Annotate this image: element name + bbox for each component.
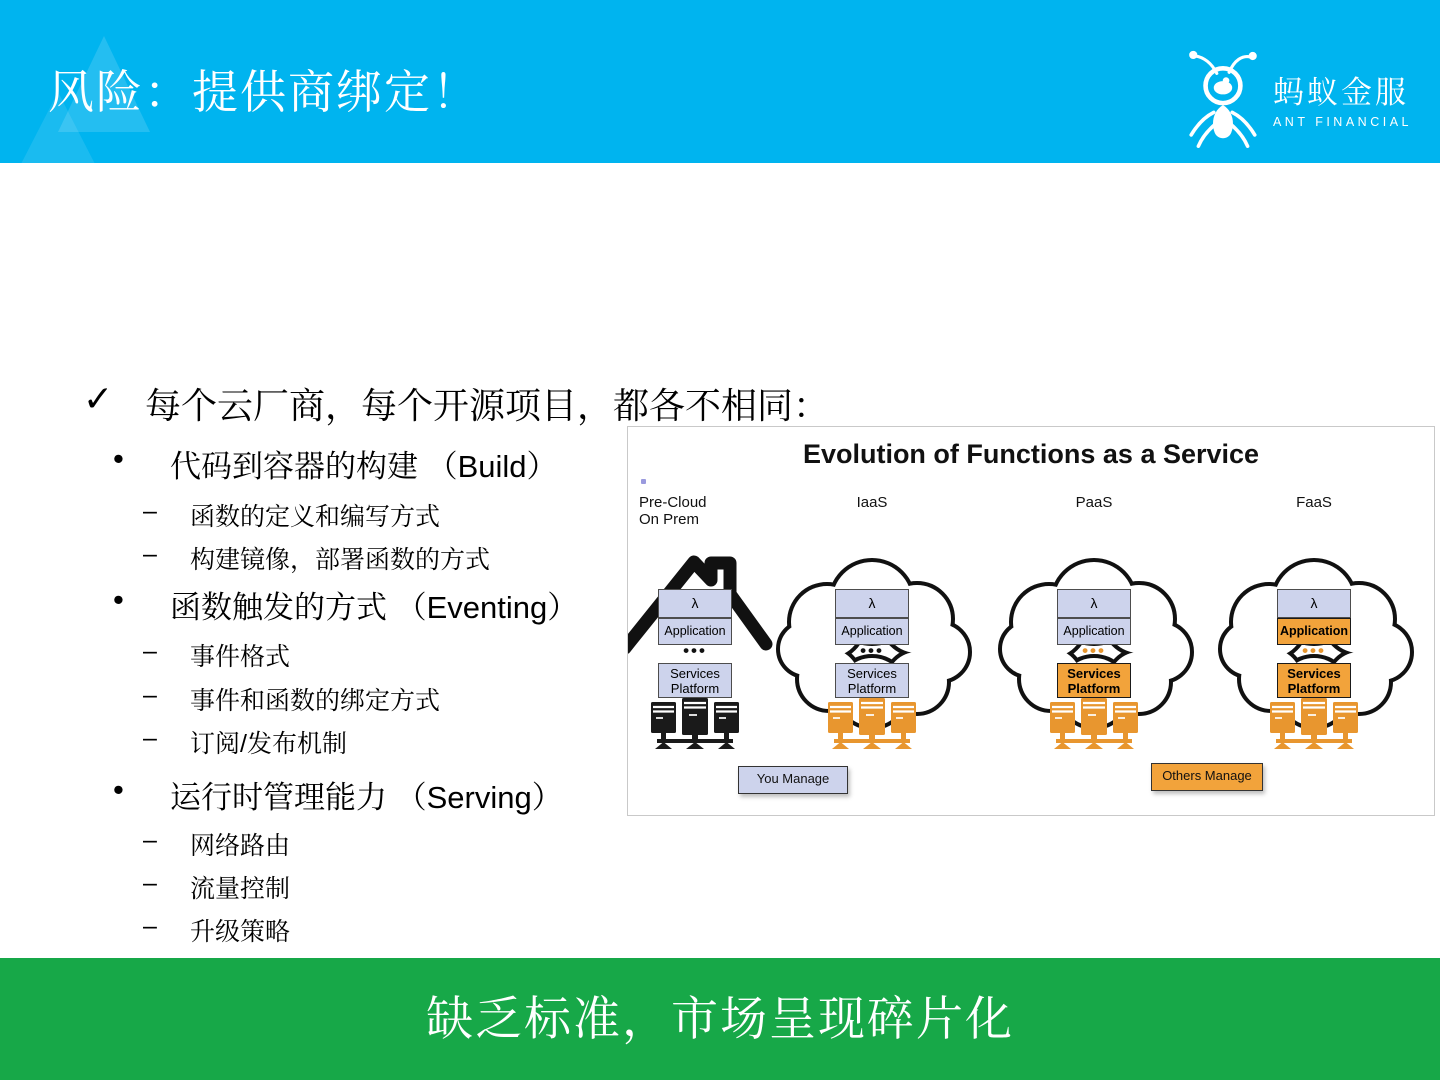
bullet-marker: • (113, 772, 124, 807)
blue-dot (641, 479, 646, 484)
application-box: Application (658, 618, 732, 645)
dots-icon: ••• (1302, 641, 1326, 660)
bullet-text: 流量控制 (190, 875, 291, 903)
bullet-text: 函数的定义和编写方式 (190, 503, 441, 531)
bullet-text: 订阅/发布机制 (190, 730, 347, 758)
bullet-text: 事件格式 (190, 643, 291, 671)
servers-icon (826, 695, 918, 749)
services-platform-box: Services Platform (658, 663, 732, 698)
logo-text-en: ANT FINANCIAL (1272, 115, 1412, 129)
servers-icon (1048, 695, 1140, 749)
bullet-text: 运行时管理能力 （Serving） (170, 780, 563, 815)
bullet-text: 网络路由 (190, 832, 291, 860)
lambda-box: λ (1057, 589, 1131, 618)
diagram-title: Evolution of Functions as a Service (802, 439, 1260, 469)
servers-icon (649, 695, 741, 749)
footer-bar (0, 958, 1440, 1080)
legend-others-manage: Others Manage (1151, 763, 1263, 791)
diagram-column (627, 494, 795, 794)
diagram-column (772, 494, 972, 794)
diagram-column (1214, 494, 1414, 794)
servers-icon (1268, 695, 1360, 749)
bullet-text: 升级策略 (190, 918, 291, 946)
column-label: FaaS (1296, 494, 1332, 511)
bullet-text: 代码到容器的构建 （Build） (170, 449, 558, 484)
bullet-text: 事件和函数的绑定方式 (190, 687, 441, 715)
diagram-panel (627, 426, 1435, 816)
bullet-marker: – (143, 681, 157, 709)
lambda-box: λ (1277, 589, 1351, 618)
bullet-marker: – (143, 826, 157, 854)
bullet-marker: • (113, 582, 124, 617)
logo-text-cn: 蚂蚁金服 (1272, 75, 1409, 110)
services-platform-box: Services Platform (1277, 663, 1351, 698)
bullet-marker: – (143, 497, 157, 525)
services-platform-box: Services Platform (1057, 663, 1131, 698)
bullet-marker: – (143, 869, 157, 897)
legend-you-manage: You Manage (738, 766, 848, 794)
footer-text: 缺乏标准，市场呈现碎片化 (426, 992, 1014, 1045)
dots-icon: ••• (683, 641, 707, 660)
services-platform-box: Services Platform (835, 663, 909, 698)
bullet-text: 构建镜像，部署函数的方式 (190, 546, 491, 574)
dots-icon: ••• (860, 641, 884, 660)
bullet-text: 每个云厂商，每个开源项目，都各不相同： (145, 385, 830, 426)
application-box: Application (1277, 618, 1351, 645)
bullet-marker: ✓ (83, 378, 114, 419)
header-bar (0, 0, 1440, 163)
ant-icon (1183, 46, 1265, 150)
application-box: Application (1057, 618, 1131, 645)
ant-financial-logo (1183, 46, 1412, 150)
column-label: PaaS (1075, 494, 1113, 511)
page-title: 风险：提供商绑定！ (48, 66, 480, 118)
column-label: IaaS (856, 494, 888, 511)
application-box: Application (835, 618, 909, 645)
bullet-text: 函数触发的方式 （Eventing） (170, 590, 579, 625)
lambda-box: λ (658, 589, 732, 618)
bullet-marker: – (143, 724, 157, 752)
dots-icon: ••• (1082, 641, 1106, 660)
bullet-marker: – (143, 540, 157, 568)
bullet-marker: – (143, 912, 157, 940)
bullet-marker: • (113, 441, 124, 476)
diagram-column (994, 494, 1194, 794)
bullet-marker: – (143, 637, 157, 665)
column-label: Pre-Cloud On Prem (639, 494, 707, 528)
lambda-box: λ (835, 589, 909, 618)
